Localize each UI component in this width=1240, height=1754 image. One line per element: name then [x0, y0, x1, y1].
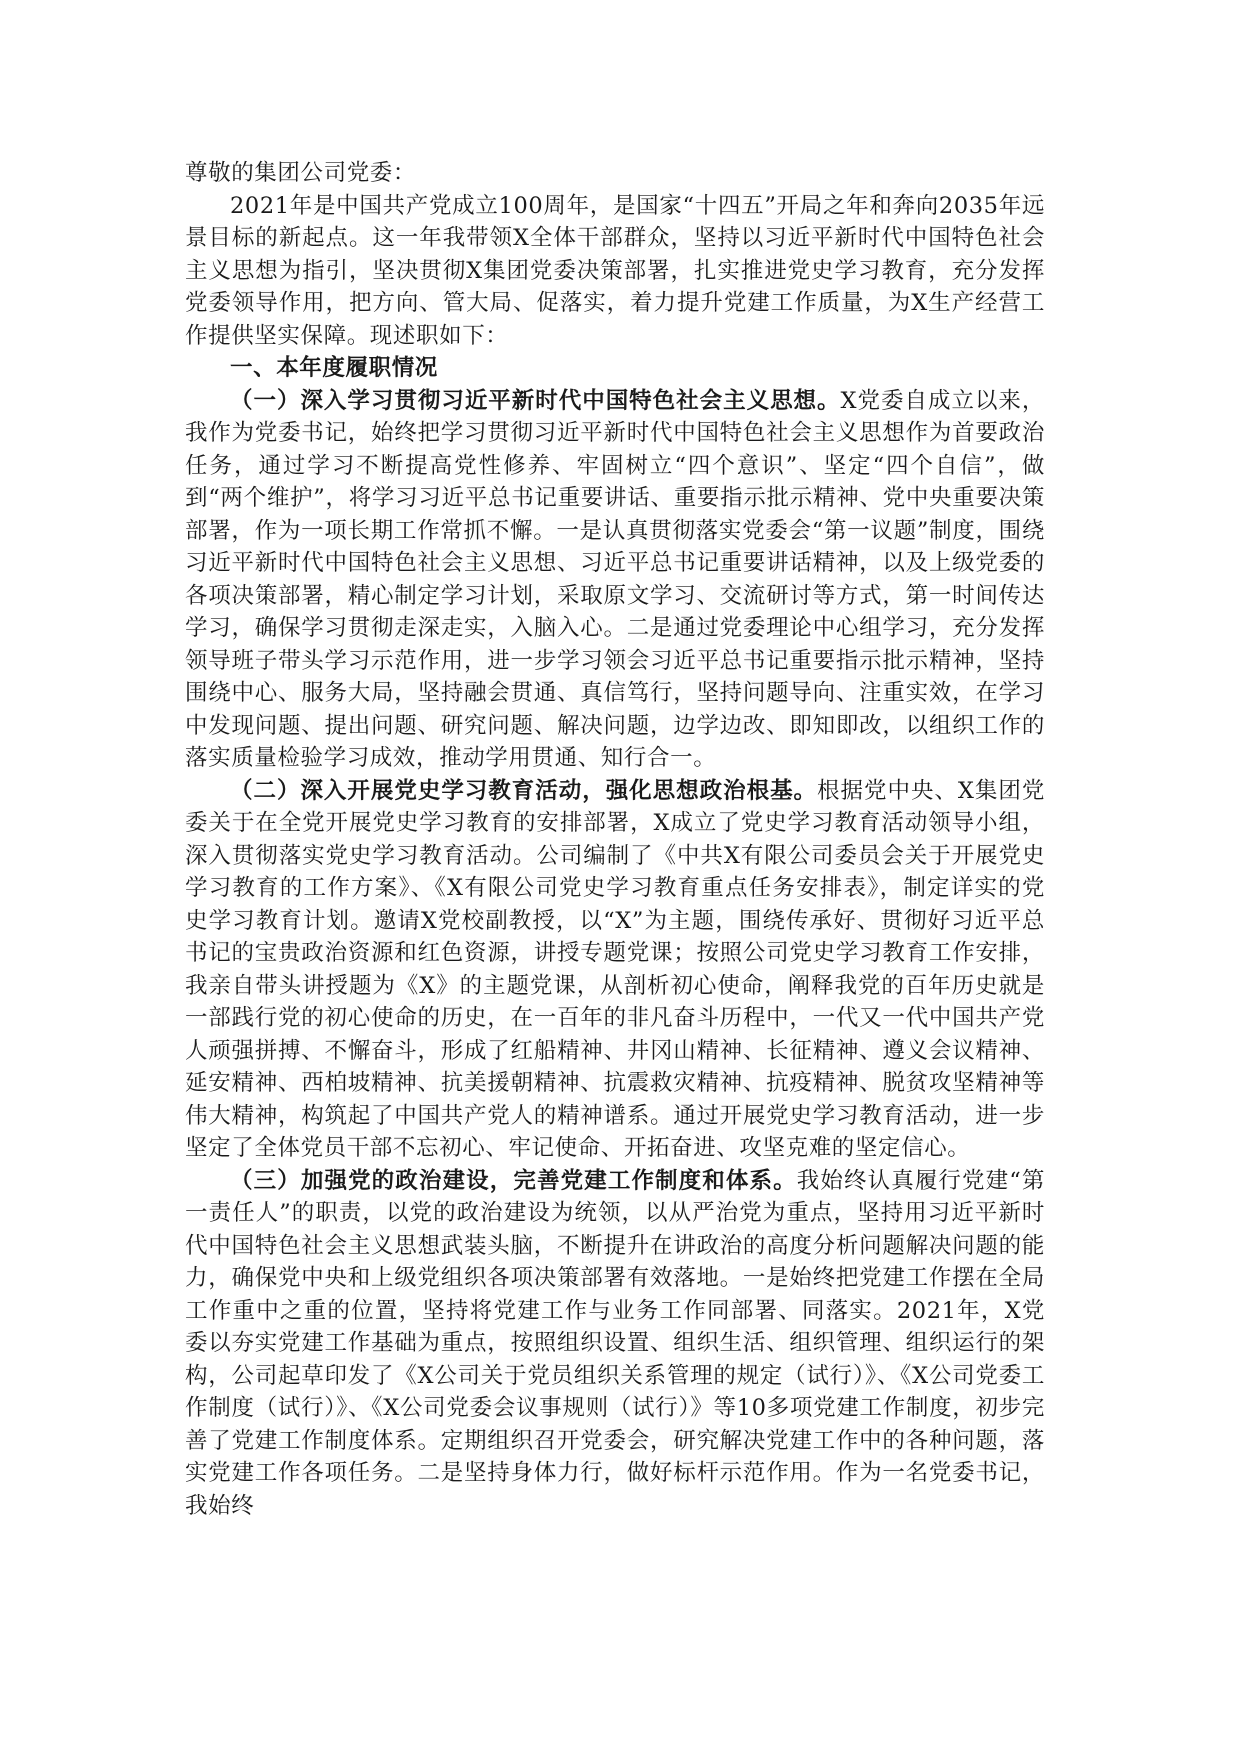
item-2-body: 根据党中央、X集团党委关于在全党开展党史学习教育的安排部署，X成立了党史学习教育活动领导小组，深入贯彻落实党史学习教育活动。公司编制了《中共X有限公司委员会关于开展党史学习教育的工作方案》、《X有限公司党史学习教育重点任务安排表》，制定详实的党史学习教育计划。邀请X党校副教授，以“X”为主题，围绕传承好、贯彻好习近平总书记的宝贵政治资源和红色资源，讲授专题党课；按照公司党史学习教育工作安排，我亲自带头讲授题为《X》的主题党课，从剖析初心使命，阐释我党的百年历史就是一部践行党的初心使命的历史，在一百年的非凡奋斗历程中，一代又一代中国共产党人顽强拼搏、不懈奋斗，形成了红船精神、井冈山精神、长征精神、遵义会议精神、延安精神、西柏坡精神、抗美援朝精神、抗震救灾精神、抗疫精神、脱贫攻坚精神等伟大精神，构筑起了中国共产党人的精神谱系。通过开展党史学习教育活动，进一步坚定了全体党员干部不忘初心、牢记使命、开拓奋进、攻坚克难的坚定信心。	[185, 777, 1045, 1161]
item-3-paragraph	[185, 1165, 1045, 1523]
item-3-body: 我始终认真履行党建“第一责任人”的职责，以党的政治建设为统领，以从严治党为重点，坚持用习近平新时代中国特色社会主义思想武装头脑，不断提升在讲政治的高度分析问题解决问题的能力，确保党中央和上级党组织各项决策部署有效落地。一是始终把党建工作摆在全局工作重中之重的位置，坚持将党建工作与业务工作同部署、同落实。2021年，X党委以夯实党建工作基础为重点，按照组织设置、组织生活、组织管理、组织运行的架构，公司起草印发了《X公司关于党员组织关系管理的规定（试行）》、《X公司党委工作制度（试行）》、《X公司党委会议事规则（试行）》等10多项党建工作制度，初步完善了党建工作制度体系。定期组织召开党委会，研究解决党建工作中的各种问题，落实党建工作各项任务。二是坚持身体力行，做好标杆示范作用。作为一名党委书记，我始终	[185, 1167, 1045, 1519]
item-3-heading: （三）加强党的政治建设，完善党建工作制度和体系。	[230, 1167, 797, 1194]
item-1-paragraph	[185, 385, 1045, 775]
item-1-heading: （一）深入学习贯彻习近平新时代中国特色社会主义思想。	[230, 387, 841, 414]
intro-paragraph: 2021年是中国共产党成立100周年，是国家“十四五”开局之年和奔向2035年远景目标的新起点。这一年我带领X全体干部群众，坚持以习近平新时代中国特色社会主义思想为指引，坚决贯彻X集团党委决策部署，扎实推进党史学习教育，充分发挥党委领导作用，把方向、管大局、促落实，着力提升党建工作质量，为X生产经营工作提供坚实保障。现述职如下：	[185, 192, 1045, 349]
salutation: 尊敬的集团公司党委：	[185, 160, 417, 186]
section-heading: 一、本年度履职情况	[230, 355, 438, 381]
item-2-heading: （二）深入开展党史学习教育活动，强化思想政治根基。	[230, 777, 818, 804]
item-1-body: X党委自成立以来，我作为党委书记，始终把学习贯彻习近平新时代中国特色社会主义思想作为首要政治任务，通过学习不断提高党性修养、牢固树立“四个意识”、坚定“四个自信”，做到“两个维护”，将学习习近平总书记重要讲话、重要指示批示精神、党中央重要决策部署，作为一项长期工作常抓不懈。一是认真贯彻落实党委会“第一议题”制度，围绕习近平新时代中国特色社会主义思想、习近平总书记重要讲话精神，以及上级党委的各项决策部署，精心制定学习计划，采取原文学习、交流研讨等方式，第一时间传达学习，确保学习贯彻走深走实，入脑入心。二是通过党委理论中心组学习，充分发挥领导班子带头学习示范作用，进一步学习领会习近平总书记重要指示批示精神，坚持围绕中心、服务大局，坚持融会贯通、真信笃行，坚持问题导向、注重实效，在学习中发现问题、提出问题、研究问题、解决问题，边学边改、即知即改，以组织工作的落实质量检验学习成效，推动学用贯通、知行合一。	[185, 387, 1046, 771]
document-page	[185, 157, 1045, 1522]
item-2-paragraph	[185, 775, 1045, 1165]
